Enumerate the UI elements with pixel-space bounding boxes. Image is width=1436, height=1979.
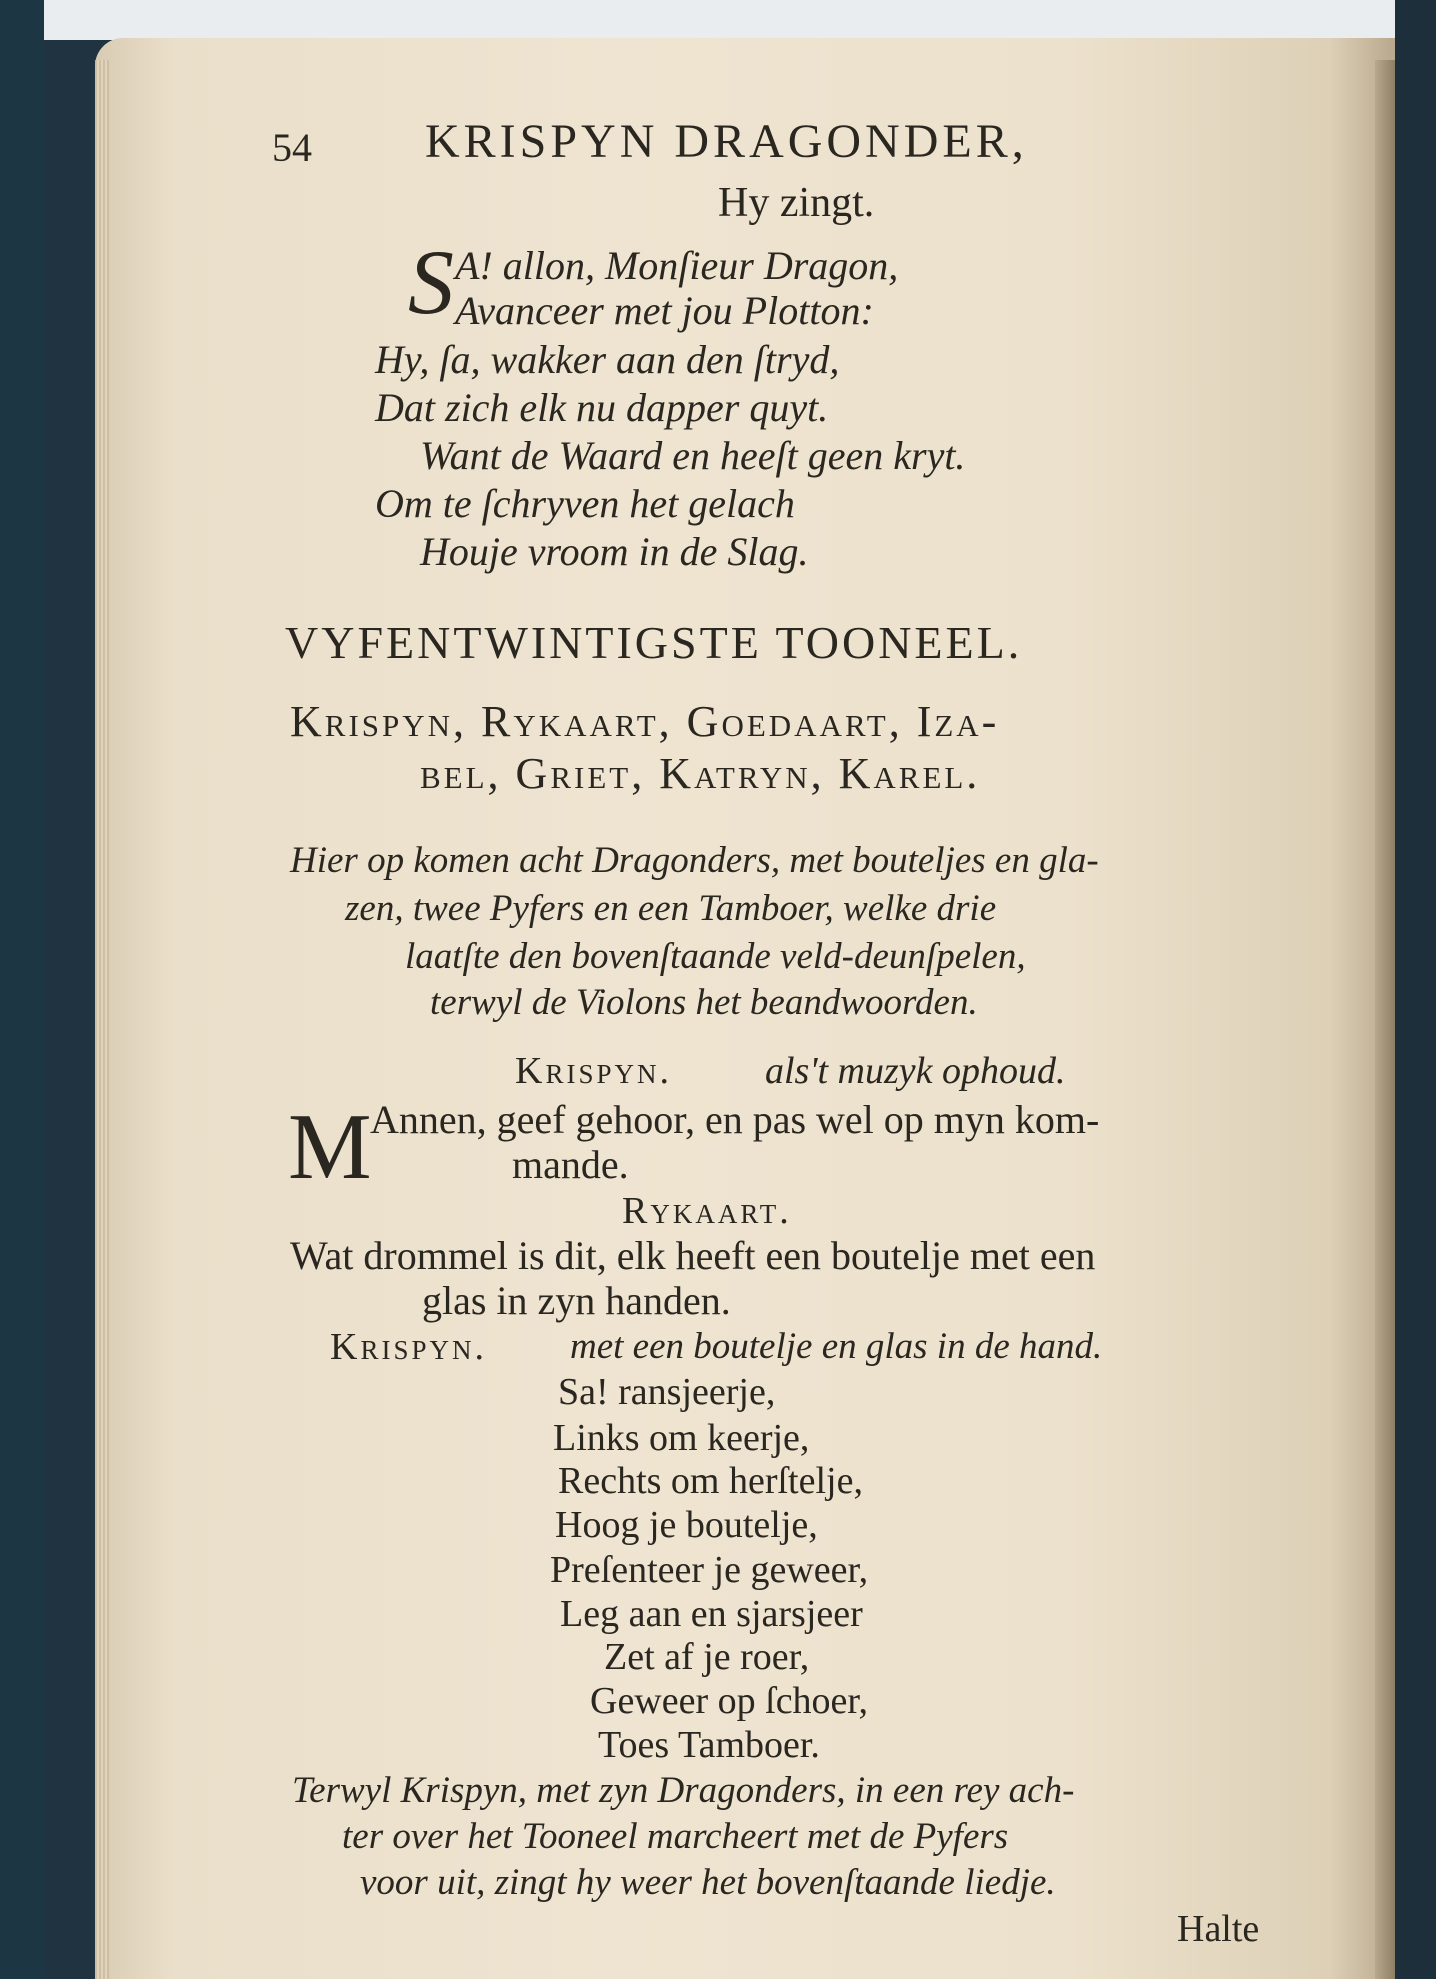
catchword: Halte [1177, 1908, 1260, 1950]
speaker-note: als't muzyk ophoud. [765, 1050, 1066, 1092]
stage-direction: Terwyl Krispyn, met zyn Dragonders, in een rey ach- [292, 1770, 1075, 1811]
running-title: KRISPYN DRAGONDER, [425, 115, 1028, 168]
song-line: Rechts om herſtelje, [558, 1460, 863, 1502]
speech-line: Annen, geef gehoor, en pas wel op myn kom- [370, 1097, 1100, 1142]
background-left [0, 0, 44, 1979]
scene-characters: Krispyn, Rykaart, Goedaart, Iza- [290, 697, 1000, 746]
song-line: Geweer op ſchoer, [590, 1680, 869, 1722]
stage-direction: zen, twee Pyfers en een Tamboer, welke drie [345, 888, 997, 929]
song-line: Sa! ransjeerje, [558, 1371, 776, 1413]
speaker-name: Krispyn. [330, 1326, 487, 1368]
scene-characters: bel, Griet, Katryn, Karel. [420, 749, 981, 798]
speaker-name: Krispyn. [515, 1050, 672, 1092]
song-line: Links om keerje, [553, 1417, 810, 1459]
song-line: Want de Waard en heeſt geen kryt. [420, 433, 966, 478]
page-number: 54 [272, 125, 312, 170]
song-line: Hy, ſa, wakker aan den ſtryd, [375, 337, 840, 382]
song-line: Hoog je boutelje, [555, 1504, 818, 1546]
song-heading: Hy zingt. [718, 180, 875, 226]
song-line: Dat zich elk nu dapper quyt. [375, 385, 829, 430]
speaker-name: Rykaart. [622, 1190, 792, 1232]
stage-direction: Hier op komen acht Dragonders, met bouteljes en gla- [290, 840, 1099, 881]
speech-line: mande. [512, 1142, 629, 1187]
speaker-note: met een boutelje en glas in de hand. [570, 1326, 1103, 1367]
background-right [1395, 0, 1436, 1979]
song-line: Avanceer met jou Plotton: [455, 288, 874, 333]
stage-direction: laatſte den bovenſtaande veld-deunſpelen, [405, 936, 1026, 977]
song-line: Preſenteer je geweer, [550, 1549, 869, 1591]
stage-direction: ter over het Tooneel marcheert met de Pyfers [342, 1816, 1009, 1857]
song-line: Toes Tamboer. [598, 1724, 820, 1766]
speech-dropcap: M [288, 1095, 372, 1199]
song-line: A! allon, Monſieur Dragon, [455, 243, 899, 288]
song-line: Leg aan en sjarsjeer [560, 1593, 863, 1635]
book-gutter [1375, 60, 1395, 1979]
page-edges [95, 60, 109, 1979]
background-top [0, 0, 1436, 40]
song-line: Zet af je roer, [604, 1636, 810, 1678]
speech-line: Wat drommel is dit, elk heeft een boutelje met een [290, 1233, 1096, 1278]
song-dropcap: S [408, 231, 454, 333]
speech-line: glas in zyn handen. [422, 1278, 731, 1323]
song-line: Om te ſchryven het gelach [375, 481, 795, 526]
scene-title: VYFENTWINTIGSTE TOONEEL. [285, 617, 1023, 668]
stage-direction: terwyl de Violons het beandwoorden. [430, 982, 978, 1023]
stage-direction: voor uit, zingt hy weer het bovenſtaande liedje. [360, 1862, 1056, 1903]
song-line: Houje vroom in de Slag. [420, 529, 809, 574]
